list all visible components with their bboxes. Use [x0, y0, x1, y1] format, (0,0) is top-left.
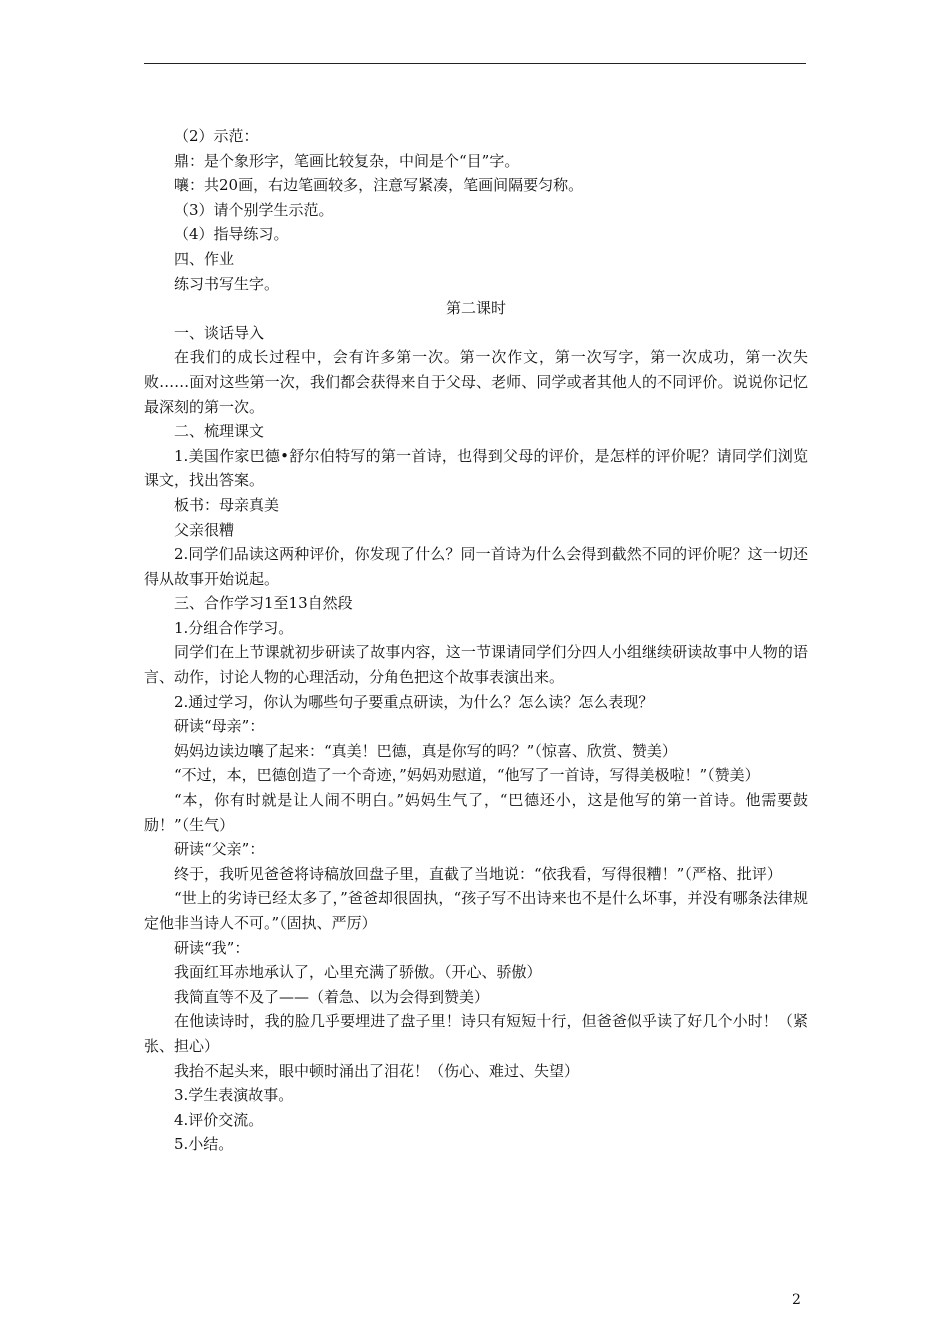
section-heading: 第二课时 — [445, 299, 506, 318]
paragraph: 在他读诗时，我的脸几乎要埋进了盘子里！诗只有短短十行，但爸爸似乎读了好几个小时！（紧张、担心） — [144, 1012, 808, 1055]
document-body — [144, 124, 808, 1157]
paragraph: 二、梳理课文 — [174, 422, 265, 441]
page-number: 2 — [792, 1292, 801, 1308]
header-rule — [144, 63, 806, 64]
paragraph: 我简直等不及了——（着急、以为会得到赞美） — [174, 987, 490, 1006]
paragraph: “本，你有时就是让人闹不明白。”妈妈生气了，“巴德还小，这是他写的第一首诗。他需要鼓励！”（生气） — [144, 791, 808, 834]
paragraph: 终于，我听见爸爸将诗稿放回盘子里，直截了当地说：“依我看，写得很糟！”（严格、批评） — [174, 864, 782, 883]
paragraph: 妈妈边读边嚷了起来：“真美！巴德，真是你写的吗？”（惊喜、欣赏、赞美） — [174, 741, 677, 760]
paragraph: 2.通过学习，你认为哪些句子要重点研读，为什么？怎么读？怎么表现？ — [174, 692, 654, 711]
paragraph: （2）示范： — [174, 127, 259, 145]
paragraph: 3.学生表演故事。 — [174, 1086, 294, 1105]
paragraph: 嚷：共20画，右边笔画较多，注意写紧凑，笔画间隔要匀称。 — [174, 176, 584, 195]
paragraph: 研读“父亲”： — [174, 840, 265, 859]
paragraph: 在我们的成长过程中，会有许多第一次。第一次作文，第一次写字，第一次成功，第一次失败……面对这些第一次，我们都会获得来自于父母、老师、同学或者其他人的不同评价。说说你记忆最深刻的第一次。 — [144, 348, 808, 416]
paragraph: 父亲很糟 — [174, 520, 235, 539]
paragraph: 练习书写生字。 — [174, 274, 280, 293]
paragraph: 5.小结。 — [174, 1135, 234, 1154]
paragraph: 同学们在上节课就初步研读了故事内容，这一节课请同学们分四人小组继续研读故事中人物的语言、动作，讨论人物的心理活动，分角色把这个故事表演出来。 — [144, 643, 808, 687]
paragraph: 我抬不起头来，眼中顿时涌出了泪花！（伤心、难过、失望） — [174, 1061, 580, 1080]
paragraph: （3）请个别学生示范。 — [174, 200, 334, 219]
paragraph: 板书：母亲真美 — [174, 495, 280, 514]
paragraph: 2.同学们品读这两种评价，你发现了什么？同一首诗为什么会得到截然不同的评价呢？这一切还得从故事开始说起。 — [144, 545, 808, 588]
paragraph: （4）指导练习。 — [174, 225, 289, 244]
paragraph: 1.分组合作学习。 — [174, 618, 294, 637]
paragraph: 三、合作学习1至13自然段 — [174, 594, 353, 613]
paragraph: 一、谈话导入 — [174, 323, 265, 342]
paragraph: “世上的劣诗已经太多了，”爸爸却很固执，“孩子写不出诗来也不是什么坏事，并没有哪条法律规定他非当诗人不可。”（固执、严厉） — [144, 889, 808, 932]
paragraph: 鼎：是个象形字，笔画比较复杂，中间是个“目”字。 — [174, 151, 520, 170]
paragraph: 研读“我”： — [174, 938, 250, 957]
paragraph: 四、作业 — [174, 249, 235, 268]
paragraph: 1.美国作家巴德•舒尔伯特写的第一首诗，也得到父母的评价，是怎样的评价呢？请同学们浏览课文，找出答案。 — [144, 446, 808, 490]
paragraph: 4.评价交流。 — [174, 1110, 264, 1129]
paragraph: 我面红耳赤地承认了，心里充满了骄傲。（开心、骄傲） — [174, 963, 542, 982]
paragraph: 研读“母亲”： — [174, 717, 265, 736]
paragraph: “不过，本，巴德创造了一个奇迹，”妈妈劝慰道，“他写了一首诗，写得美极啦！”（赞美） — [174, 766, 760, 785]
